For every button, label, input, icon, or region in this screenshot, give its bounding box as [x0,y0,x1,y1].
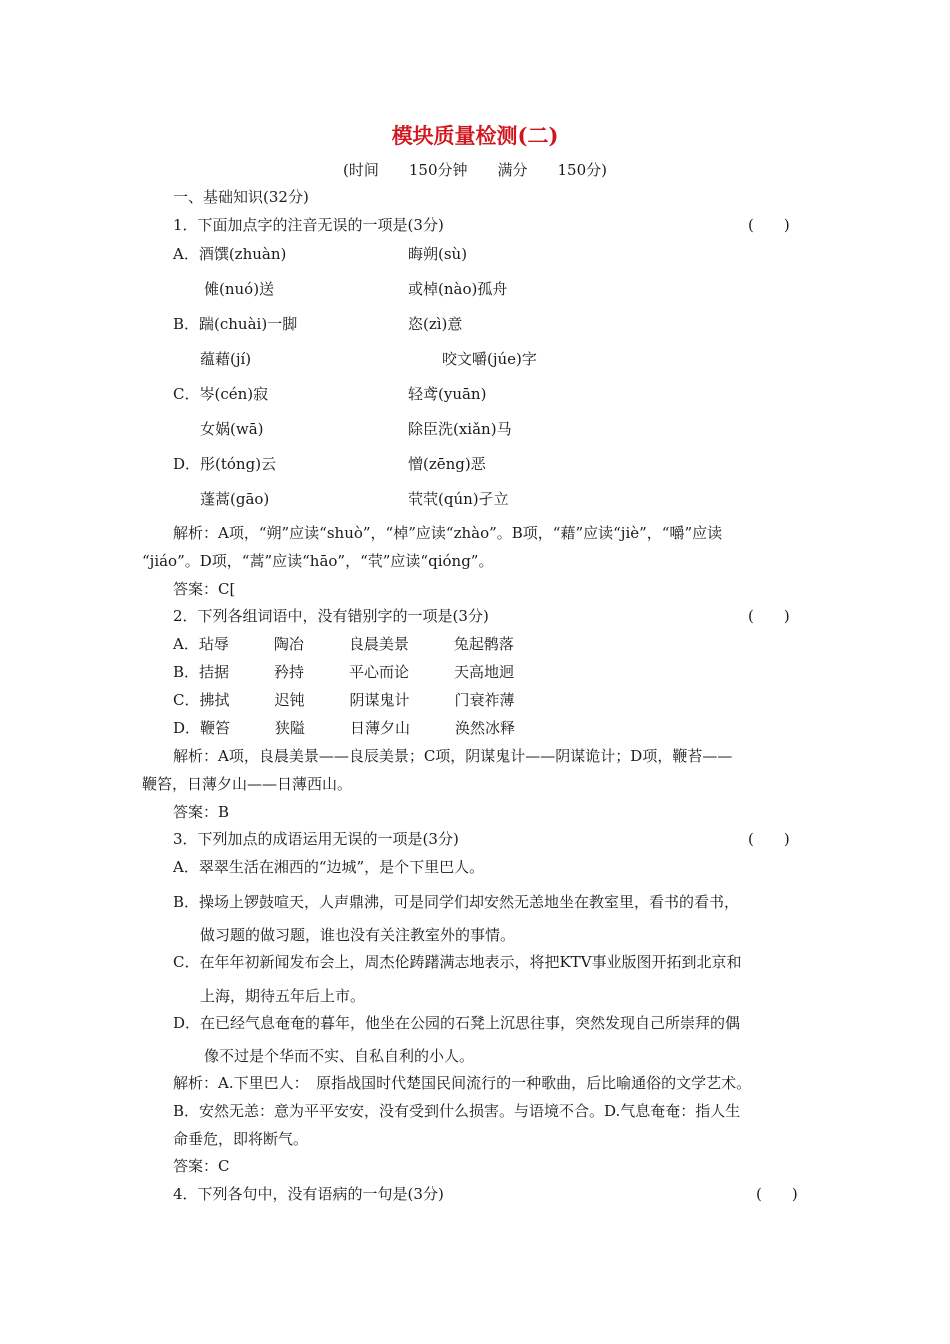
q1-option-c-2: 轻鸢(yuān) [408,385,487,403]
q4-stem: 4．下列各句中，没有语病的一句是(3分) [173,1185,444,1203]
q1-option-a-1: A．酒馔(zhuàn) [173,245,287,263]
q1-option-b-2: 恣(zì)意 [408,315,463,333]
q1-option-c-4: 除臣洗(xiǎn)马 [408,420,512,438]
q2-option-c: C．拂拭 迟钝 阴谋鬼计 门衰祚薄 [173,691,515,709]
q1-answer-bracket: ( ) [748,216,790,234]
section-heading: 一、基础知识(32分) [173,188,309,206]
q1-option-b-4: 咬文嚼(júe)字 [442,350,537,368]
q3-option-a: A．翠翠生活在湘西的“边城”，是个下里巴人。 [173,858,485,876]
q1-option-b-1: B．踹(chuài)一脚 [173,315,298,333]
q2-option-d: D．鞭笞 狭隘 日薄夕山 涣然冰释 [173,719,516,737]
q1-option-d-2: 憎(zēng)恶 [408,455,486,473]
q1-option-d-3: 蓬蒿(gāo) [200,490,270,508]
q3-answer: 答案：C [173,1157,230,1175]
q3-analysis-line-2: B．安然无恙：意为平平安安，没有受到什么损害。与语境不合。D.气息奄奄：指人生 [173,1102,741,1120]
q3-analysis-line-1: 解析：A.下里巴人： 原指战国时代楚国民间流行的一种歌曲，后比喻通俗的文学艺术。 [173,1074,752,1092]
q1-option-d-4: 茕茕(qún)孑立 [408,490,509,508]
q1-answer: 答案：C[ [173,580,236,598]
q3-option-b-line-1: B．操场上锣鼓喧天，人声鼎沸，可是同学们却安然无恙地坐在教室里，看书的看书， [173,893,740,911]
q1-option-c-3: 女娲(wā) [200,420,264,438]
q2-option-b: B．拮据 矜持 平心而论 天高地迥 [173,663,515,681]
q1-option-a-2: 晦朔(sù) [408,245,468,263]
q1-analysis-line-2: “jiáo”。D项，“蒿”应读“hāo”，“茕”应读“qióng”。 [142,552,494,570]
q1-option-a-4: 或棹(nào)孤舟 [408,280,508,298]
q3-option-c-line-2: 上海，期待五年后上市。 [200,987,366,1005]
q1-option-c-1: C．岑(cén)寂 [173,385,269,403]
q2-analysis-line-1: 解析：A项，良晨美景——良辰美景；C项，阴谋鬼计——阴谋诡计；D项，鞭苔—— [173,747,733,765]
q1-option-b-3: 蕴藉(jí) [200,350,252,368]
q1-option-a-3: 傩(nuó)送 [204,280,275,298]
q3-stem: 3．下列加点的成语运用无误的一项是(3分) [173,830,459,848]
q1-stem: 1．下面加点字的注音无误的一项是(3分) [173,216,444,234]
q2-answer: 答案：B [173,803,230,821]
page-title: 模块质量检测(二) [391,123,559,148]
page-subtitle: (时间 150分钟 满分 150分) [343,161,607,179]
q3-option-d-line-2: 像不过是个华而不实、自私自利的小人。 [204,1047,475,1065]
q3-analysis-line-3: 命垂危，即将断气。 [173,1130,309,1148]
q1-option-d-1: D．彤(tóng)云 [173,455,277,473]
q2-answer-bracket: ( ) [748,607,790,625]
q2-option-a: A．玷辱 陶冶 良晨美景 兔起鹘落 [173,635,514,653]
q3-option-b-line-2: 做习题的做习题，谁也没有关注教室外的事情。 [200,926,516,944]
q2-stem: 2．下列各组词语中，没有错别字的一项是(3分) [173,607,489,625]
q4-answer-bracket: ( ) [756,1185,798,1203]
q1-analysis-line-1: 解析：A项，“朔”应读“shuò”，“棹”应读“zhào”。B项，“藉”应读“jiè”，“嚼”应读 [173,524,723,542]
q3-option-d-line-1: D．在已经气息奄奄的暮年，他坐在公园的石凳上沉思往事，突然发现自己所崇拜的偶 [173,1014,741,1032]
q2-analysis-line-2: 鞭笞，日薄夕山——日薄西山。 [142,775,353,793]
q3-option-c-line-1: C．在年年初新闻发布会上，周杰伦踌躇满志地表示，将把KTV事业版图开拓到北京和 [173,953,742,971]
q3-answer-bracket: ( ) [748,830,790,848]
